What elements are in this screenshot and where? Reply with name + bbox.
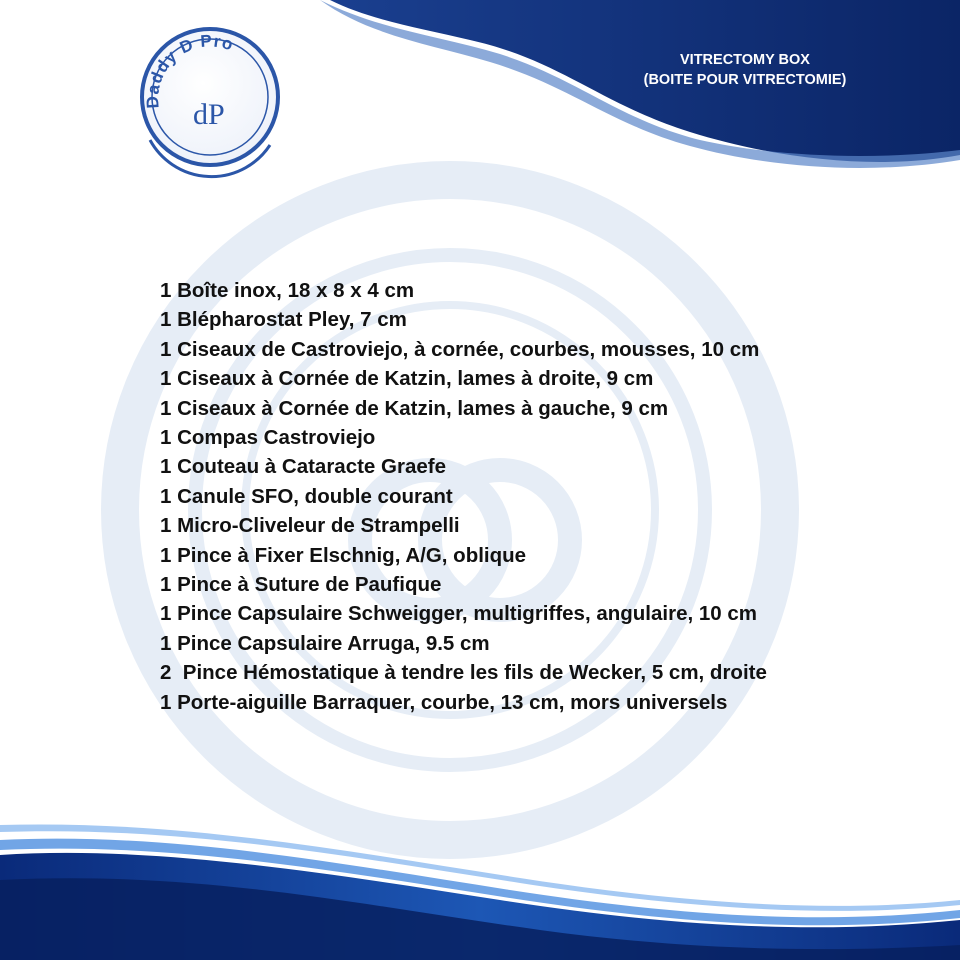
- logo-brand-text: Daddy D Pro: [142, 31, 237, 110]
- list-item: 1 Canule SFO, double courant: [160, 484, 453, 508]
- list-item: 1 Porte-aiguille Barraquer, courbe, 13 cm, mors universels: [160, 690, 728, 714]
- list-item: 1 Pince Capsulaire Arruga, 9.5 cm: [160, 631, 490, 655]
- contents-list: [160, 276, 767, 717]
- list-item: 1 Couteau à Cataracte Graefe: [160, 455, 446, 479]
- page-title: [600, 50, 890, 90]
- list-item: 1 Micro-Cliveleur de Strampelli: [160, 514, 460, 538]
- logo-monogram: dP: [193, 98, 225, 131]
- list-item: 1 Ciseaux à Cornée de Katzin, lames à gauche, 9 cm: [160, 396, 669, 420]
- list-item: 1 Blépharostat Pley, 7 cm: [160, 308, 407, 332]
- list-item: 2 Pince Hémostatique à tendre les fils de Wecker, 5 cm, droite: [160, 661, 767, 685]
- list-item: 1 Ciseaux à Cornée de Katzin, lames à droite, 9 cm: [160, 367, 654, 391]
- list-item: 1 Pince à Fixer Elschnig, A/G, oblique: [160, 543, 527, 567]
- title-line-2: (BOITE POUR VITRECTOMIE): [643, 72, 847, 88]
- list-item: 1 Ciseaux de Castroviejo, à cornée, courbes, mousses, 10 cm: [160, 337, 760, 361]
- list-item: 1 Boîte inox, 18 x 8 x 4 cm: [160, 279, 415, 302]
- list-item: 1 Pince à Suture de Paufique: [160, 573, 442, 597]
- title-line-1: VITRECTOMY BOX: [680, 52, 810, 68]
- list-item: 1 Compas Castroviejo: [160, 426, 376, 450]
- brand-logo: [142, 29, 278, 177]
- list-item: 1 Pince Capsulaire Schweigger, multigriffes, angulaire, 10 cm: [160, 602, 757, 626]
